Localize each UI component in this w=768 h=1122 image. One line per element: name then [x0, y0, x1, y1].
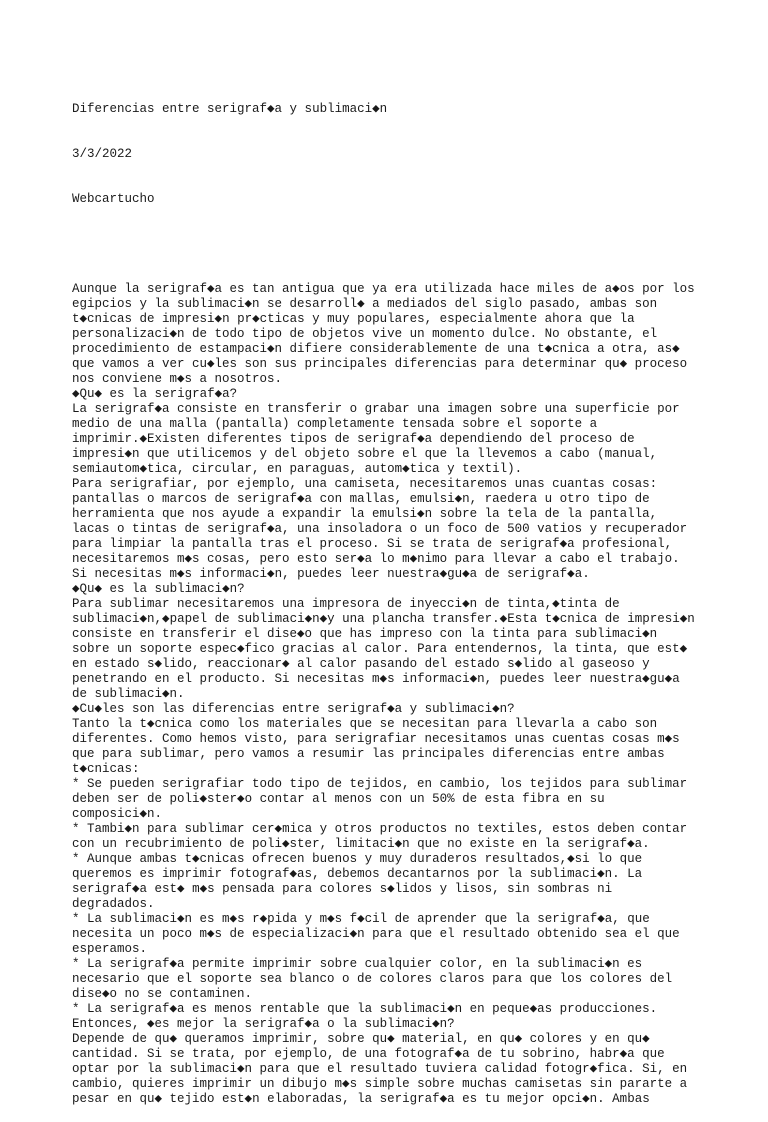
text-line: ◆Qu◆ es la serigraf◆a? [72, 387, 238, 401]
text-line: medio de una malla (pantalla) completamente tensada sobre el soporte a [72, 417, 598, 431]
text-line: penetrando en el producto. Si necesitas m◆s informaci◆n, puedes leer nuestra◆gu◆a [72, 672, 680, 686]
text-line: sublimaci◆n,◆papel de sublimaci◆n◆y una plancha transfer.◆Esta t◆cnica de impresi◆n [72, 612, 695, 626]
text-line: personalizaci◆n de todo tipo de objetos vive un momento dulce. No obstante, el [72, 327, 658, 341]
text-line: que vamos a ver cu◆les son sus principales diferencias para determinar qu◆ proceso [72, 357, 688, 371]
text-line: * Se pueden serigrafiar todo tipo de tejidos, en cambio, los tejidos para sublimar [72, 777, 688, 791]
text-line: * La serigraf◆a permite imprimir sobre cualquier color, en la sublimaci◆n es [72, 957, 643, 971]
text-line: semiautom◆tica, circular, en paraguas, autom◆tica y textil). [72, 462, 523, 476]
document-body [72, 282, 732, 1107]
text-line: procedimiento de estampaci◆n difiere considerablemente de una t◆cnica a otra, as◆ [72, 342, 680, 356]
text-line: Tanto la t◆cnica como los materiales que se necesitan para llevarla a cabo son [72, 717, 658, 731]
text-line: degradados. [72, 897, 155, 911]
text-line: impresi◆n que utilicemos y del objeto sobre el que la llevemos a cabo (manual, [72, 447, 658, 461]
text-line: serigraf◆a est◆ m◆s pensada para colores s◆lidos y lisos, sin sombras ni [72, 882, 613, 896]
text-line: lacas o tintas de serigraf◆a, una insoladora o un foco de 500 vatios y recuperador [72, 522, 688, 536]
text-line: Depende de qu◆ queramos imprimir, sobre qu◆ material, en qu◆ colores y en qu◆ [72, 1032, 650, 1046]
text-line: cantidad. Si se trata, por ejemplo, de una fotograf◆a de tu sobrino, habr◆a que [72, 1047, 665, 1061]
text-line: Entonces, ◆es mejor la serigraf◆a o la sublimaci◆n? [72, 1017, 455, 1031]
text-line: necesitaremos m◆s cosas, pero esto ser◆a lo m◆nimo para llevar a cabo el trabajo. [72, 552, 680, 566]
text-line: con un recubrimiento de poli◆ster, limitaci◆n que no existe en la serigraf◆a. [72, 837, 650, 851]
text-line: necesario que el soporte sea blanco o de colores claros para que los colores del [72, 972, 673, 986]
text-line: ◆Cu◆les son las diferencias entre serigraf◆a y sublimaci◆n? [72, 702, 515, 716]
text-line: * Tambi◆n para sublimar cer◆mica y otros productos no textiles, estos deben contar [72, 822, 688, 836]
document-title: Diferencias entre serigraf◆a y sublimaci◆n [72, 102, 388, 116]
text-line: en estado s◆lido, reaccionar◆ al calor pasando del estado s◆lido al gaseoso y [72, 657, 650, 671]
document-page [72, 72, 732, 1122]
text-line: La serigraf◆a consiste en transferir o grabar una imagen sobre una superficie por [72, 402, 680, 416]
text-line: pesar en qu◆ tejido est◆n elaboradas, la serigraf◆a es tu mejor opci◆n. Ambas [72, 1092, 650, 1106]
text-line: queremos es imprimir fotograf◆as, debemos decantarnos por la sublimaci◆n. La [72, 867, 643, 881]
text-line: herramienta que nos ayude a expandir la emulsi◆n sobre la tela de la pantalla, [72, 507, 658, 521]
text-line: dise◆o no se contaminen. [72, 987, 253, 1001]
text-line: que para sublimar, pero vamos a resumir las principales diferencias entre ambas [72, 747, 665, 761]
text-line: diferentes. Como hemos visto, para serigrafiar necesitamos unas cuentas cosas m◆s [72, 732, 680, 746]
blank-line [72, 237, 732, 252]
text-line: cambio, quieres imprimir un dibujo m◆s simple sobre muchas camisetas sin pararte a [72, 1077, 688, 1091]
text-line: t◆cnicas de impresi◆n pr◆cticas y muy populares, especialmente ahora que la [72, 312, 635, 326]
document-date: 3/3/2022 [72, 147, 133, 161]
text-line: sobre un soporte espec◆fico gracias al calor. Para entendernos, la tinta, que est◆ [72, 642, 688, 656]
text-line: t◆cnicas: [72, 762, 140, 776]
text-line: ◆Qu◆ es la sublimaci◆n? [72, 582, 245, 596]
text-line: nos conviene m◆s a nosotros. [72, 372, 283, 386]
text-line: de sublimaci◆n. [72, 687, 185, 701]
text-line: Si necesitas m◆s informaci◆n, puedes leer nuestra◆gu◆a de serigraf◆a. [72, 567, 590, 581]
text-line: egipcios y la sublimaci◆n se desarroll◆ a mediados del siglo pasado, ambas son [72, 297, 658, 311]
text-line: deben ser de poli◆ster◆o contar al menos con un 50% de esta fibra en su [72, 792, 605, 806]
text-line: composici◆n. [72, 807, 163, 821]
text-line: * Aunque ambas t◆cnicas ofrecen buenos y muy duraderos resultados,◆si lo que [72, 852, 643, 866]
text-line: para limpiar la pantalla tras el proceso. Si se trata de serigraf◆a profesional, [72, 537, 673, 551]
text-line: esperamos. [72, 942, 148, 956]
text-line: * La sublimaci◆n es m◆s r◆pida y m◆s f◆cil de aprender que la serigraf◆a, que [72, 912, 650, 926]
text-line: optar por la sublimaci◆n para que el resultado tuviera calidad fotogr◆fica. Si, en [72, 1062, 688, 1076]
text-line: * La serigraf◆a es menos rentable que la sublimaci◆n en peque◆as producciones. [72, 1002, 658, 1016]
document-source: Webcartucho [72, 192, 155, 206]
text-line: necesita un poco m◆s de especializaci◆n para que el resultado obtenido sea el que [72, 927, 680, 941]
text-line: imprimir.◆Existen diferentes tipos de serigraf◆a dependiendo del proceso de [72, 432, 635, 446]
text-line: Aunque la serigraf◆a es tan antigua que ya era utilizada hace miles de a◆os por los [72, 282, 695, 296]
text-line: consiste en transferir el dise◆o que has impreso con la tinta para sublimaci◆n [72, 627, 658, 641]
text-line: Para sublimar necesitaremos una impresora de inyecci◆n de tinta,◆tinta de [72, 597, 620, 611]
text-line: Para serigrafiar, por ejemplo, una camiseta, necesitaremos unas cuantas cosas: [72, 477, 658, 491]
text-line: pantallas o marcos de serigraf◆a con mallas, emulsi◆n, raedera u otro tipo de [72, 492, 650, 506]
